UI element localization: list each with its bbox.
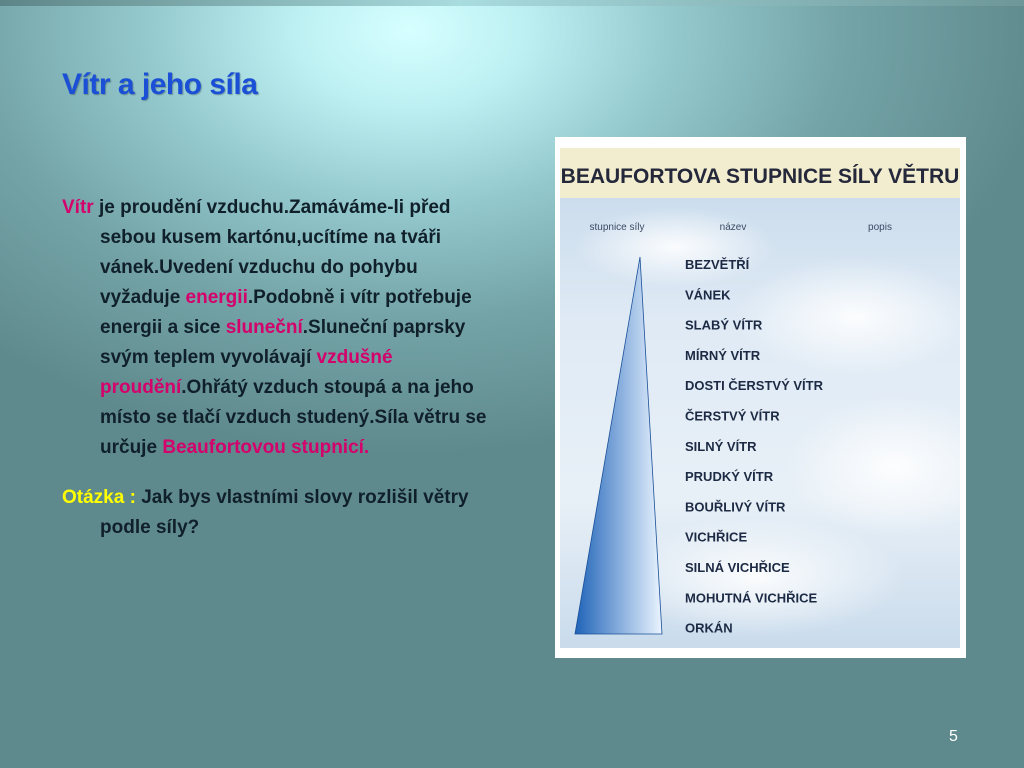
term-vzdusne-proudeni: vzdušné proudění [100,347,393,398]
paragraph-wind-definition [62,193,494,463]
column-header-popis: popis [868,222,892,233]
column-header-nazev: název [719,222,747,233]
beaufort-level-label: SILNÝ VÍTR [685,438,757,454]
beaufort-level-label: DOSTI ČERSTVÝ VÍTR [685,378,823,394]
beaufort-scale-graphic [555,137,966,658]
beaufort-level-label: SILNÁ VICHŘICE [685,560,790,575]
term-energii: energii [185,287,248,308]
term-beaufortova-stupnice: Beaufortovou stupnicí. [162,437,370,458]
text-segment: .Sluneční paprsky svým teplem vyvolávají [100,317,466,368]
beaufort-level-label: ORKÁN [685,620,733,636]
slide-body [62,193,494,563]
figure-header: BEAUFORTOVA STUPNICE SÍLY VĚTRU [560,165,960,188]
beaufort-level-label: SLABÝ VÍTR [685,317,763,333]
question-text: Jak bys vlastními slovy rozlišil větry podle síly? [100,487,469,538]
beaufort-level-label: BEZVĚTŘÍ [685,257,750,272]
paragraph-question [62,483,494,543]
term-slunecni: sluneční [225,317,303,338]
cloud-shape [575,207,775,287]
beaufort-scale-figure [555,137,966,658]
beaufort-level-label: MOHUTNÁ VICHŘICE [685,590,818,606]
slide-title: Vítr a jeho síla [62,68,258,101]
term-vitr: Vítr [62,197,94,218]
text-segment: .Podobně i vítr potřebuje energii a sice [100,287,472,338]
beaufort-level-label: VÁNEK [685,287,731,303]
beaufort-level-label: BOUŘLIVÝ VÍTR [685,499,786,515]
beaufort-level-label: MÍRNÝ VÍTR [685,347,761,363]
top-decorative-band [0,0,1024,6]
text-segment: .Ohřátý vzduch stoupá a na jeho místo se tlačí vzduch studený.Síla větru se určuje [100,377,487,458]
text-segment: je proudění vzduchu.Zamáváme-li před sebou kusem kartónu,ucítíme na tváři vánek.Uvedení vzduchu do pohybu vyžaduje [93,197,451,308]
beaufort-level-label: VICHŘICE [685,529,748,545]
cloud-shape [735,257,966,377]
question-label: Otázka : [62,487,142,508]
beaufort-level-label: PRUDKÝ VÍTR [685,469,774,485]
beaufort-level-label: ČERSTVÝ VÍTR [685,408,780,424]
column-header-stupnice: stupnice síly [589,222,645,233]
page-number: 5 [949,728,958,745]
